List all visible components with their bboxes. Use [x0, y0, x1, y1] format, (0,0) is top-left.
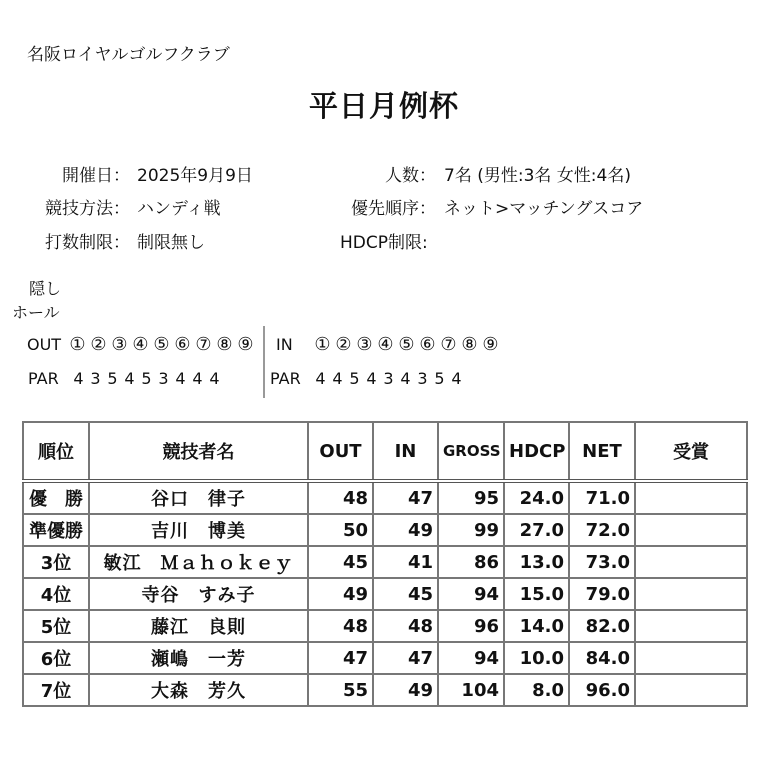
gross-score: 96 [438, 610, 504, 642]
in-par-2: 4 [332, 369, 343, 388]
header-out: OUT [308, 422, 373, 481]
out-par-row [28, 369, 223, 388]
in-hole-8: ⑧ [461, 334, 478, 355]
player-name: 吉川 博美 [89, 514, 308, 546]
out-score: 47 [308, 642, 373, 674]
in-score: 41 [373, 546, 438, 578]
out-par-2: 3 [90, 369, 101, 388]
award-cell [635, 546, 747, 578]
hdcp-value: 15.0 [504, 578, 569, 610]
holes-divider [263, 326, 265, 398]
in-par-9: 4 [451, 369, 462, 388]
in-hole-4: ④ [377, 334, 394, 355]
table-row [23, 674, 747, 706]
player-name: 敏江 Ｍａｈｏｋｅｙ [89, 546, 308, 578]
in-holes-row [276, 334, 501, 355]
award-cell [635, 481, 747, 514]
method-value: ハンディ戦 [137, 199, 221, 219]
page-title: 平日月例杯 [308, 89, 459, 123]
out-hole-3: ③ [111, 334, 128, 355]
header-rank: 順位 [23, 422, 89, 481]
award-cell [635, 674, 747, 706]
count-label: 人数： [385, 166, 436, 186]
in-hole-5: ⑤ [398, 334, 415, 355]
out-par-4: 4 [124, 369, 135, 388]
in-par-row [270, 369, 465, 388]
net-score: 73.0 [569, 546, 635, 578]
in-hole-7: ⑦ [440, 334, 457, 355]
count-value: 7名 (男性:3名 女性:4名) [444, 166, 631, 186]
par-label-out: PAR [28, 369, 59, 388]
in-hole-3: ③ [356, 334, 373, 355]
in-par-7: 3 [417, 369, 428, 388]
player-name: 寺谷 すみ子 [89, 578, 308, 610]
out-hole-6: ⑥ [174, 334, 191, 355]
limit-value: 制限無し [137, 233, 205, 253]
hdcp-limit-label: HDCP制限: [340, 233, 428, 253]
hidden-hole-label-2: ホール [12, 303, 60, 322]
table-row [23, 481, 747, 514]
date-label: 開催日： [62, 166, 130, 186]
table-row [23, 642, 747, 674]
out-par-8: 4 [192, 369, 203, 388]
in-score: 45 [373, 578, 438, 610]
out-hole-5: ⑤ [153, 334, 170, 355]
date-value: 2025年9月9日 [137, 166, 253, 186]
header-hdcp: HDCP [504, 422, 569, 481]
out-par-3: 5 [107, 369, 118, 388]
in-hole-1: ① [314, 334, 331, 355]
out-score: 50 [308, 514, 373, 546]
out-score: 55 [308, 674, 373, 706]
player-name: 藤江 良則 [89, 610, 308, 642]
in-score: 49 [373, 514, 438, 546]
gross-score: 94 [438, 642, 504, 674]
net-score: 72.0 [569, 514, 635, 546]
priority-label: 優先順序： [351, 199, 436, 219]
hdcp-value: 27.0 [504, 514, 569, 546]
rank-cell: 7位 [23, 674, 89, 706]
in-par-3: 5 [349, 369, 360, 388]
player-name: 大森 芳久 [89, 674, 308, 706]
hdcp-value: 14.0 [504, 610, 569, 642]
out-hole-9: ⑨ [237, 334, 254, 355]
method-label: 競技方法： [45, 199, 130, 219]
net-score: 84.0 [569, 642, 635, 674]
out-hole-7: ⑦ [195, 334, 212, 355]
net-score: 71.0 [569, 481, 635, 514]
limit-label: 打数制限： [45, 233, 130, 253]
award-cell [635, 610, 747, 642]
header-award: 受賞 [635, 422, 747, 481]
header-net: NET [569, 422, 635, 481]
gross-score: 95 [438, 481, 504, 514]
in-par-1: 4 [315, 369, 326, 388]
in-par-5: 3 [383, 369, 394, 388]
hidden-hole-label-1: 隠し [29, 279, 62, 298]
in-hole-6: ⑥ [419, 334, 436, 355]
out-holes-row [27, 334, 256, 355]
gross-score: 99 [438, 514, 504, 546]
out-hole-1: ① [69, 334, 86, 355]
rank-cell: 優 勝 [23, 481, 89, 514]
header-in: IN [373, 422, 438, 481]
table-row [23, 546, 747, 578]
hdcp-value: 10.0 [504, 642, 569, 674]
rank-cell: 3位 [23, 546, 89, 578]
gross-score: 104 [438, 674, 504, 706]
out-par-6: 3 [158, 369, 169, 388]
out-par-1: 4 [73, 369, 84, 388]
in-score: 49 [373, 674, 438, 706]
rank-cell: 準優勝 [23, 514, 89, 546]
header-gross: GROSS [438, 422, 504, 481]
out-label: OUT [27, 335, 62, 354]
in-score: 47 [373, 481, 438, 514]
out-hole-4: ④ [132, 334, 149, 355]
net-score: 96.0 [569, 674, 635, 706]
in-par-6: 4 [400, 369, 411, 388]
rank-cell: 4位 [23, 578, 89, 610]
out-par-5: 5 [141, 369, 152, 388]
hdcp-value: 13.0 [504, 546, 569, 578]
award-cell [635, 578, 747, 610]
in-hole-2: ② [335, 334, 352, 355]
out-par-9: 4 [209, 369, 220, 388]
table-header-row [23, 422, 747, 481]
gross-score: 86 [438, 546, 504, 578]
award-cell [635, 514, 747, 546]
player-name: 瀬嶋 一芳 [89, 642, 308, 674]
header-name: 競技者名 [89, 422, 308, 481]
out-score: 48 [308, 610, 373, 642]
results-table [22, 421, 748, 707]
par-label-in: PAR [270, 369, 301, 388]
in-score: 47 [373, 642, 438, 674]
out-score: 45 [308, 546, 373, 578]
hdcp-value: 24.0 [504, 481, 569, 514]
in-par-4: 4 [366, 369, 377, 388]
in-score: 48 [373, 610, 438, 642]
club-name: 名阪ロイヤルゴルフクラブ [27, 45, 230, 65]
out-hole-2: ② [90, 334, 107, 355]
out-par-7: 4 [175, 369, 186, 388]
net-score: 79.0 [569, 578, 635, 610]
out-score: 48 [308, 481, 373, 514]
rank-cell: 5位 [23, 610, 89, 642]
in-label: IN [276, 335, 293, 354]
out-score: 49 [308, 578, 373, 610]
gross-score: 94 [438, 578, 504, 610]
in-par-8: 5 [434, 369, 445, 388]
rank-cell: 6位 [23, 642, 89, 674]
table-row [23, 578, 747, 610]
hdcp-value: 8.0 [504, 674, 569, 706]
award-cell [635, 642, 747, 674]
net-score: 82.0 [569, 610, 635, 642]
out-hole-8: ⑧ [216, 334, 233, 355]
player-name: 谷口 律子 [89, 481, 308, 514]
in-hole-9: ⑨ [482, 334, 499, 355]
table-row [23, 610, 747, 642]
table-row [23, 514, 747, 546]
priority-value: ネット>マッチングスコア [444, 199, 644, 219]
